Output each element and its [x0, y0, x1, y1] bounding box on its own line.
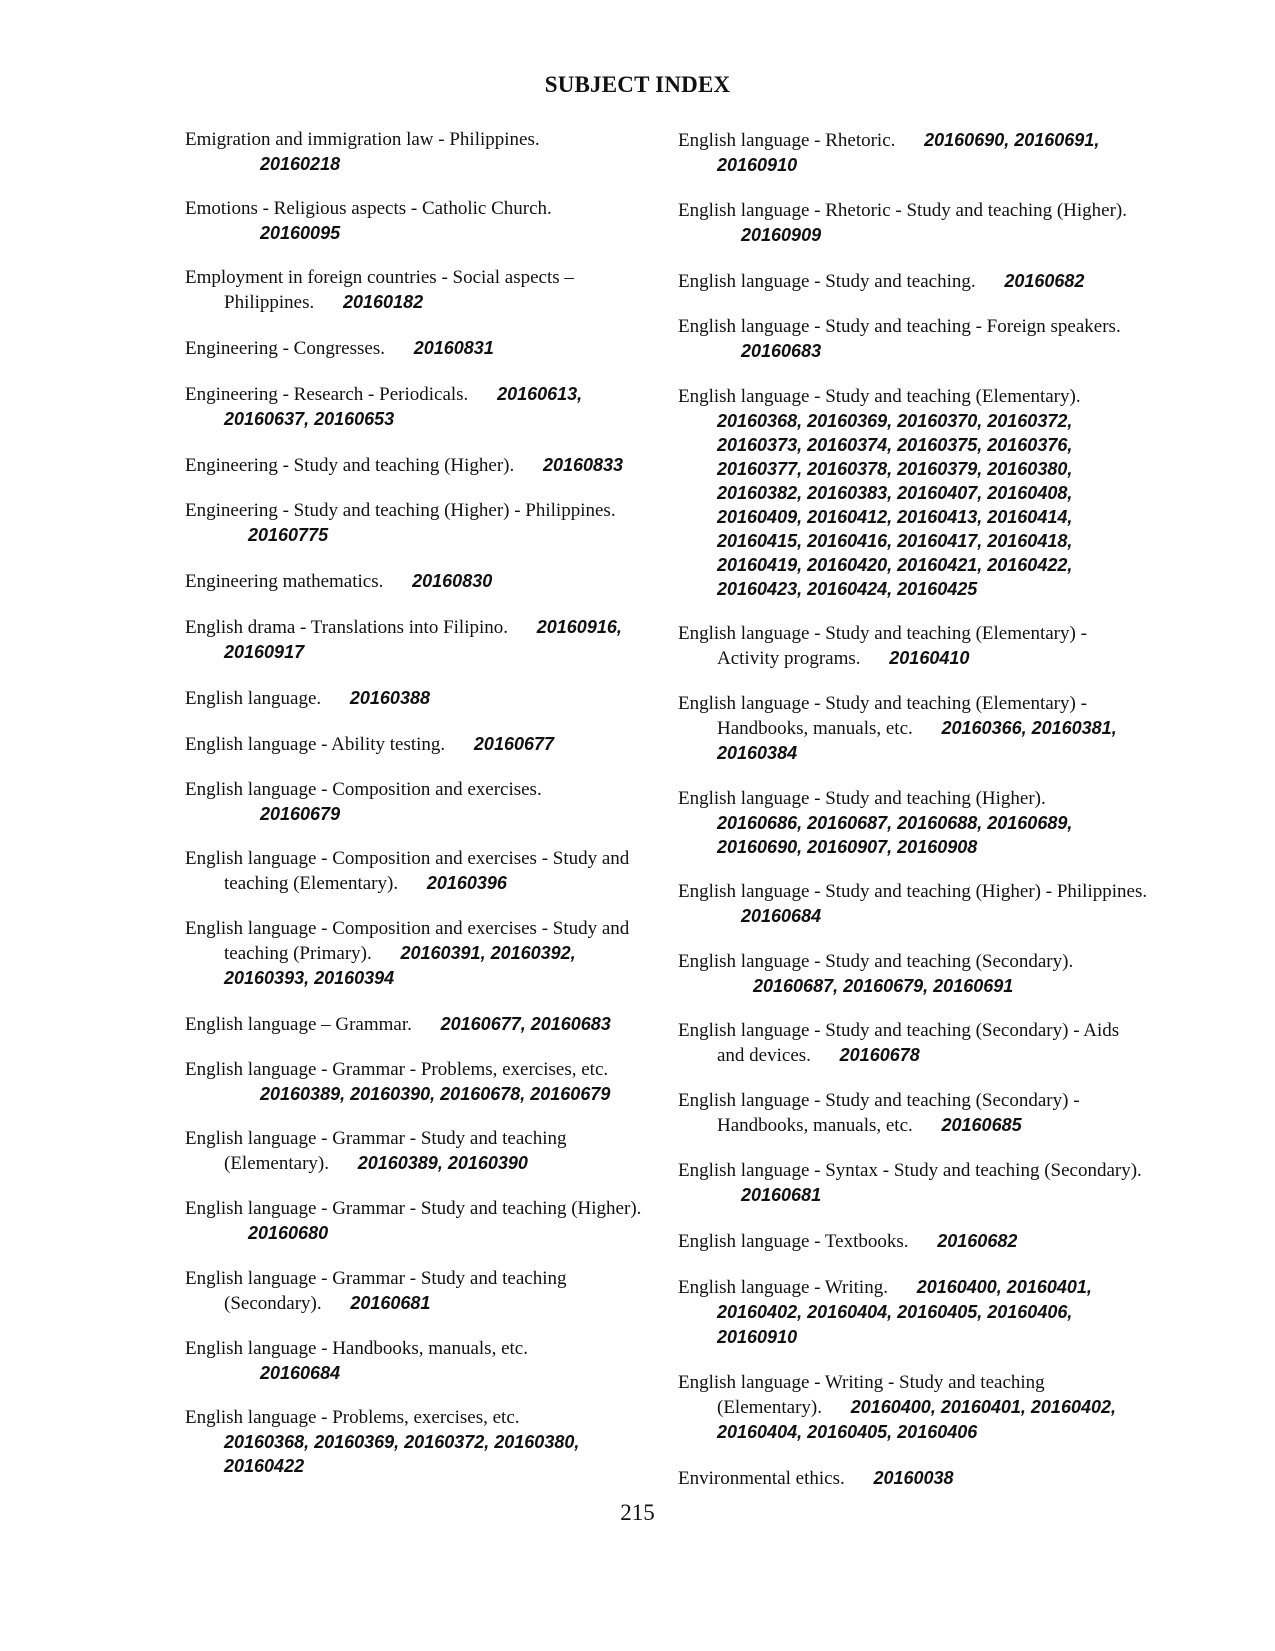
record-numbers: 20160095: [260, 223, 341, 243]
record-numbers: 20160396: [426, 873, 507, 893]
index-term: English language - Study and teaching (Secondary).: [678, 951, 1074, 972]
index-entry: [678, 787, 1148, 859]
index-entry: [185, 847, 655, 896]
record-numbers: 20160391, 20160392, 20160393, 20160394: [224, 943, 576, 988]
index-term: Emigration and immigration law - Philippines.: [185, 129, 540, 150]
index-entry: [185, 732, 655, 757]
index-entry: [185, 1267, 655, 1316]
index-entry: [185, 615, 655, 665]
record-numbers: 20160680: [248, 1223, 329, 1243]
index-term: English language - Study and teaching (Elementary) - Activity programs.: [678, 623, 1087, 669]
index-term: English language - Grammar - Study and teaching (Secondary).: [185, 1268, 567, 1314]
index-term: Engineering - Congresses.: [185, 338, 385, 359]
index-column-left: [185, 128, 655, 1499]
index-term: English language - Problems, exercises, etc.: [185, 1407, 520, 1428]
index-term: English language - Composition and exercises - Study and teaching (Primary).: [185, 918, 630, 964]
index-term: English language - Study and teaching (Elementary) - Handbooks, manuals, etc.: [678, 693, 1087, 739]
record-numbers: 20160683: [741, 341, 822, 361]
index-term: English language - Study and teaching (Elementary).: [678, 386, 1081, 407]
record-numbers: 20160389, 20160390: [357, 1153, 528, 1173]
index-entry: [185, 686, 655, 711]
index-entry: [185, 1197, 655, 1246]
index-entry: [678, 1159, 1148, 1208]
index-entry: [678, 1019, 1148, 1068]
record-numbers: 20160682: [1004, 271, 1085, 291]
index-entry: [678, 622, 1148, 671]
index-entry: [185, 499, 655, 548]
record-numbers: 20160916, 20160917: [224, 617, 622, 662]
index-term: English language - Grammar - Study and teaching (Elementary).: [185, 1128, 567, 1174]
index-entry: [678, 880, 1148, 929]
record-numbers: 20160684: [741, 906, 822, 926]
index-entry: [678, 269, 1148, 294]
index-entry: [678, 1229, 1148, 1254]
record-numbers: 20160682: [937, 1231, 1018, 1251]
record-numbers: 20160690, 20160691, 20160910: [717, 130, 1100, 175]
index-entry: [678, 1275, 1148, 1350]
index-term: English language - Study and teaching (Higher).: [678, 788, 1046, 809]
record-numbers: 20160681: [741, 1185, 822, 1205]
index-term: English language - Writing.: [678, 1277, 888, 1298]
index-entry: [185, 1058, 655, 1106]
record-numbers: 20160368, 20160369, 20160370, 20160372, 20160373, 20160374, 20160375, 20160376, 20160377, 20160378, 20160379, 20160380, 20160382, 20160383, 20160407, 20160408, 20160409, 20160412, 20160413, 20160414, 20160415, 20160416, 20160417, 20160418, 20160419, 20160420, 20160421, 20160422, 20160423, 20160424, 20160425: [717, 411, 1073, 599]
index-entry: [678, 1089, 1148, 1138]
index-term: Engineering - Study and teaching (Higher) - Philippines.: [185, 500, 616, 521]
index-entry: [185, 197, 655, 245]
index-entry: [185, 1406, 655, 1478]
record-numbers: 20160685: [941, 1115, 1022, 1135]
index-term: Employment in foreign countries - Social aspects – Philippines.: [185, 267, 574, 313]
record-numbers: 20160368, 20160369, 20160372, 20160380, 20160422: [224, 1432, 580, 1476]
index-term: English language - Study and teaching - Foreign speakers.: [678, 316, 1121, 337]
record-numbers: 20160218: [260, 154, 341, 174]
record-numbers: 20160400, 20160401, 20160402, 20160404, 20160405, 20160406, 20160910: [717, 1277, 1092, 1347]
record-numbers: 20160410: [889, 648, 970, 668]
record-numbers: 20160909: [741, 225, 822, 245]
index-entry: [185, 453, 655, 478]
index-entry: [678, 950, 1148, 998]
index-term: English language - Rhetoric - Study and teaching (Higher).: [678, 200, 1128, 221]
index-entry: [678, 315, 1148, 364]
index-term: Engineering mathematics.: [185, 571, 384, 592]
index-column-right: [678, 128, 1148, 1512]
index-entry: [185, 128, 655, 176]
index-term: English language - Grammar - Problems, exercises, etc.: [185, 1059, 609, 1080]
index-term: Emotions - Religious aspects - Catholic Church.: [185, 198, 552, 219]
index-term: English language - Study and teaching (Higher) - Philippines.: [678, 881, 1148, 902]
index-entry: [185, 1127, 655, 1176]
index-entry: [678, 385, 1148, 601]
index-entry: [185, 266, 655, 315]
index-term: English language - Study and teaching (Secondary) - Handbooks, manuals, etc.: [678, 1090, 1080, 1136]
record-numbers: 20160677: [473, 734, 555, 754]
index-term: English language - Textbooks.: [678, 1231, 909, 1252]
index-entry: [678, 1371, 1148, 1445]
index-entry: [185, 569, 655, 594]
index-term: English language - Writing - Study and teaching (Elementary).: [678, 1372, 1045, 1418]
page-title: SUBJECT INDEX: [544, 72, 731, 97]
record-numbers: 20160388: [349, 688, 430, 708]
record-numbers: 20160613, 20160637, 20160653: [224, 384, 583, 429]
index-entry: [678, 1466, 1148, 1491]
record-numbers: 20160389, 20160390, 20160678, 20160679: [260, 1084, 611, 1104]
record-numbers: 20160677, 20160683: [440, 1014, 611, 1034]
index-entry: [185, 917, 655, 991]
record-numbers: 20160038: [873, 1468, 954, 1488]
record-numbers: 20160182: [343, 292, 424, 312]
index-term: Engineering - Research - Periodicals.: [185, 384, 469, 405]
index-entry: [678, 692, 1148, 766]
index-entry: [185, 778, 655, 826]
index-term: English drama - Translations into Filipino.: [185, 617, 509, 638]
index-term: English language - Ability testing.: [185, 734, 446, 755]
index-entry: [185, 1012, 655, 1037]
page-number: 215: [620, 1500, 655, 1525]
index-term: English language - Composition and exercises - Study and teaching (Elementary).: [185, 848, 630, 894]
index-term: Environmental ethics.: [678, 1468, 845, 1489]
index-term: English language – Grammar.: [185, 1014, 412, 1035]
record-numbers: 20160366, 20160381, 20160384: [717, 718, 1117, 763]
index-term: Engineering - Study and teaching (Higher).: [185, 455, 515, 476]
index-term: English language - Study and teaching.: [678, 271, 976, 292]
index-term: English language - Rhetoric.: [678, 130, 896, 151]
record-numbers: 20160687, 20160679, 20160691: [753, 976, 1014, 996]
index-term: English language - Grammar - Study and teaching (Higher).: [185, 1198, 642, 1219]
record-numbers: 20160686, 20160687, 20160688, 20160689, 20160690, 20160907, 20160908: [717, 813, 1073, 857]
index-entry: [185, 1337, 655, 1385]
record-numbers: 20160833: [542, 455, 624, 475]
record-numbers: 20160400, 20160401, 20160402, 20160404, 20160405, 20160406: [717, 1397, 1116, 1442]
record-numbers: 20160678: [839, 1045, 920, 1065]
index-term: English language - Syntax - Study and teaching (Secondary).: [678, 1160, 1142, 1181]
record-numbers: 20160775: [248, 525, 329, 545]
index-term: English language - Handbooks, manuals, etc.: [185, 1338, 528, 1359]
index-term: English language - Study and teaching (Secondary) - Aids and devices.: [678, 1020, 1120, 1066]
record-numbers: 20160830: [412, 571, 493, 591]
index-entry: [185, 336, 655, 361]
record-numbers: 20160681: [350, 1293, 431, 1313]
record-numbers: 20160684: [260, 1363, 341, 1383]
record-numbers: 20160679: [260, 804, 341, 824]
index-term: English language.: [185, 688, 322, 709]
index-term: English language - Composition and exercises.: [185, 779, 542, 800]
index-entry: [185, 382, 655, 432]
record-numbers: 20160831: [413, 338, 494, 358]
index-entry: [678, 128, 1148, 178]
index-entry: [678, 199, 1148, 248]
